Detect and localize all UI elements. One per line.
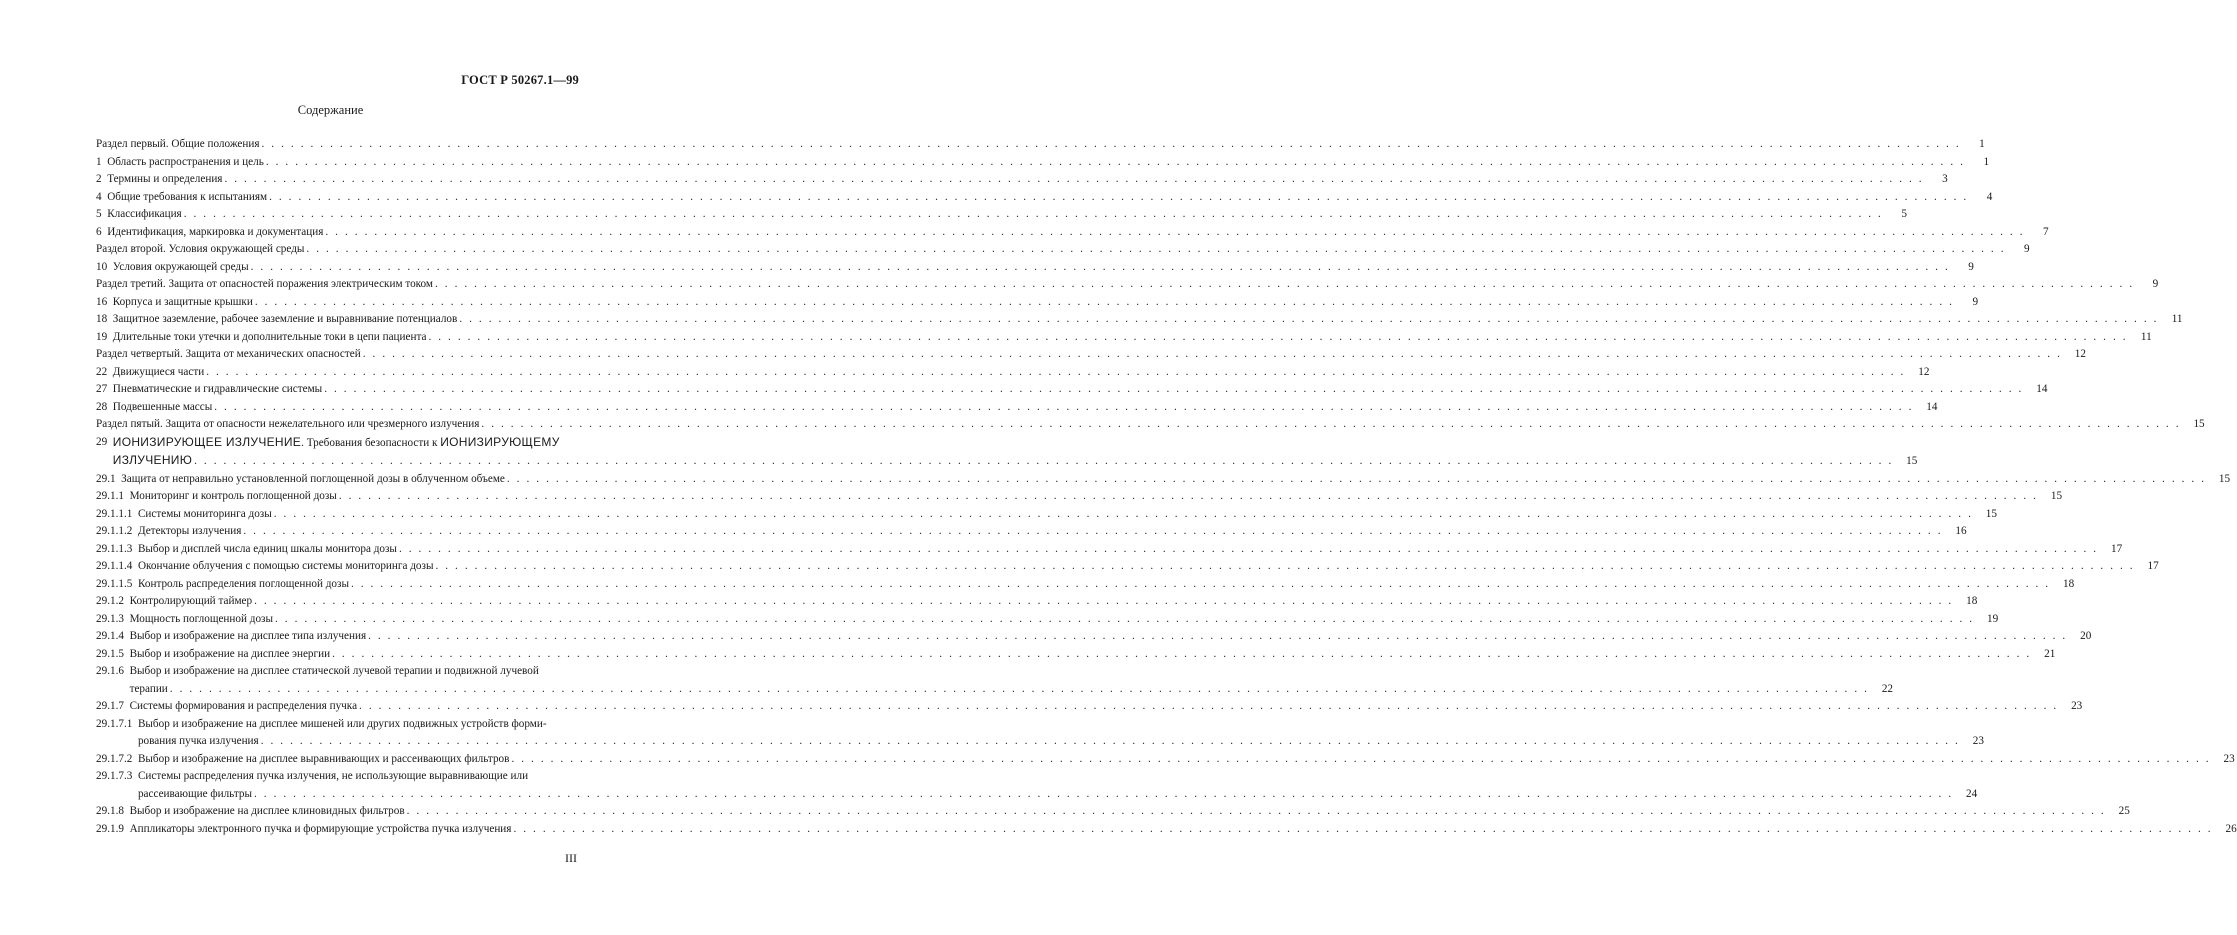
toc-entry-page: 15 <box>1906 455 1918 467</box>
toc-entry-line <box>96 241 2030 259</box>
toc-entry <box>96 558 2159 576</box>
toc-entry-page: 23 <box>2071 700 2083 712</box>
toc-entry-line <box>113 329 2152 347</box>
toc-entry-body <box>138 716 1984 751</box>
toc-entry-line <box>107 154 1989 172</box>
toc-entry-line <box>138 541 2122 559</box>
dot-leader <box>194 453 1893 471</box>
toc-entry <box>96 224 2049 242</box>
toc-entry-body <box>107 206 1907 224</box>
toc-entry-text: Раздел третий. Защита от опасностей поражения электрическим током <box>96 278 433 290</box>
toc-entry-text: Корпуса и защитные крышки <box>112 295 253 308</box>
toc-entry-body <box>130 663 1893 698</box>
toc-entry-body <box>130 488 2062 506</box>
toc-entry <box>96 663 1894 698</box>
toc-caps-term: ИЗЛУЧЕНИЮ <box>112 453 193 467</box>
toc-entry <box>96 364 1930 382</box>
toc-entry <box>96 506 1997 524</box>
toc-entry-text: рования пучка излучения <box>137 735 259 747</box>
toc-entry-page: 9 <box>1968 260 1974 273</box>
toc-entry-first-line: Системы распределения пучка излучения, не использующие выравнивающие или <box>137 770 529 782</box>
dot-leader <box>325 224 2024 242</box>
toc-entry-page: 17 <box>2110 542 2123 555</box>
toc-entry-first-line: Выбор и изображение на дисплее мишеней или других подвижных устройств форми- <box>137 717 547 730</box>
page-number: III <box>565 851 577 865</box>
toc-entry <box>96 346 2086 364</box>
toc-entry-text: Раздел пятый. Защита от опасности нежелательного или чрезмерного излучения <box>96 418 480 430</box>
toc-entry-line <box>130 628 2092 646</box>
toc-entry-number: 29.1.6 <box>96 665 124 677</box>
dot-leader <box>435 276 2134 294</box>
toc-entry-body <box>96 416 2205 434</box>
toc-entry-number: 29.1.7 <box>96 700 124 712</box>
toc-entry-page: 16 <box>1955 525 1967 537</box>
toc-entry-text: Выбор и изображение на дисплее энергии <box>129 647 331 660</box>
toc-entry-text: Раздел первый. Общие положения <box>96 138 260 150</box>
toc-entry-line <box>138 558 2159 576</box>
toc-entry-text: Классификация <box>107 208 182 220</box>
toc-entry-body <box>107 154 1989 172</box>
toc-entry-body <box>138 576 2074 594</box>
dot-leader <box>254 593 1953 611</box>
toc-entry-line <box>96 136 1985 154</box>
dot-leader <box>170 681 1869 699</box>
toc-entry-text: Выбор и изображение на дисплее клиновидных фильтров <box>129 805 405 817</box>
toc-entry-text: Движущиеся части <box>112 365 205 378</box>
dot-leader <box>306 241 2005 259</box>
dot-leader <box>266 154 1965 172</box>
toc-entry <box>96 154 1990 172</box>
toc-entry-line <box>113 311 2183 329</box>
dot-leader <box>511 751 2210 769</box>
toc-entry-body <box>96 276 2158 294</box>
toc-entry-line <box>130 698 2083 716</box>
toc-entry-text: Мониторинг и контроль поглощенной дозы <box>129 490 337 502</box>
toc-entry-line <box>96 416 2205 434</box>
toc-entry-page: 11 <box>2171 313 2183 325</box>
dot-leader <box>214 399 1913 417</box>
toc-entry-text: Выбор и дисплей числа единиц шкалы монитора дозы <box>137 542 397 555</box>
toc-entry <box>96 171 1948 189</box>
toc-entry <box>96 471 2231 489</box>
toc-entry-body <box>138 523 1967 541</box>
toc-entry-body <box>130 628 2092 646</box>
toc-entry-body <box>121 471 2230 489</box>
toc-entry-body <box>107 189 1992 207</box>
toc-entry-line <box>130 593 1978 611</box>
toc-entry-page: 23 <box>2223 752 2235 765</box>
toc-entry <box>96 576 2075 594</box>
toc-entry <box>96 381 2048 399</box>
toc-entry <box>96 136 1985 154</box>
toc-entry <box>96 329 2152 347</box>
toc-entry-page: 20 <box>2080 630 2092 642</box>
dot-leader <box>332 646 2031 664</box>
toc-entry-number: 29.1.1.5 <box>96 577 133 590</box>
toc-entry-page: 15 <box>2193 418 2205 430</box>
toc-entry-body <box>113 294 1978 312</box>
toc-entry <box>96 523 1967 541</box>
toc-entry-number: 29.1.9 <box>96 822 124 835</box>
toc-entry-body <box>107 224 2048 242</box>
toc-entry-line <box>138 733 1984 751</box>
toc-entry <box>96 488 2063 506</box>
page-title: Содержание <box>297 103 364 117</box>
toc-entry <box>96 416 2205 434</box>
toc-entry-number: 29.1 <box>96 472 116 485</box>
dot-leader <box>269 189 1968 207</box>
toc-entry <box>96 768 1978 803</box>
toc-entry-body <box>138 768 1977 803</box>
toc-entry <box>96 541 2123 559</box>
toc-entry-line <box>113 294 1978 312</box>
toc-entry <box>96 276 2159 294</box>
toc-entry-text: Область распространения и цель <box>107 155 264 168</box>
toc-entry-page: 4 <box>1986 190 1993 203</box>
dot-leader <box>224 171 1923 189</box>
toc-entry-line <box>138 576 2074 594</box>
dot-leader <box>351 576 2050 594</box>
toc-caps-term: ИОНИЗИРУЮЩЕМУ <box>440 434 560 449</box>
toc-entry-body <box>113 399 1938 417</box>
toc-entry-line <box>130 611 1999 629</box>
toc-entry-body <box>130 821 2237 839</box>
toc-entry-page: 7 <box>2043 225 2049 238</box>
toc-entry-text: Аппликаторы электронного пучка и формирующие устройства пучка излучения <box>129 822 512 835</box>
dot-leader <box>481 416 2180 434</box>
toc-entry-page: 9 <box>2024 243 2030 255</box>
dot-leader <box>399 541 2098 559</box>
toc-entry <box>96 698 2083 716</box>
toc-entry-page: 19 <box>1987 612 1999 625</box>
toc-entry-line <box>130 803 2130 821</box>
toc-entry-page: 15 <box>2050 490 2063 502</box>
toc-entry-text: Защита от неправильно установленной поглощенной дозы в облученном объеме <box>121 472 505 485</box>
toc-entry <box>96 189 1993 207</box>
toc-entry-text: Системы мониторинга дозы <box>137 507 272 520</box>
toc-entry-page: 14 <box>1926 400 1938 413</box>
toc-entry-line <box>107 224 2048 242</box>
toc-entry-line <box>113 259 1974 277</box>
toc-entry-number: 6 <box>96 225 102 238</box>
toc-entry-text: . Требования безопасности к <box>301 436 441 449</box>
toc-entry-line <box>130 681 1893 699</box>
toc-entry-text: Условия окружающей среды <box>112 260 249 273</box>
toc-entry-line <box>113 381 2048 399</box>
toc-entry-page: 26 <box>2225 822 2237 835</box>
toc-entry-number: 29.1.7.1 <box>96 717 133 730</box>
toc-entry <box>96 399 1938 417</box>
dot-leader <box>513 821 2212 839</box>
toc-entry-page: 9 <box>2152 278 2159 290</box>
dot-leader <box>275 611 1974 629</box>
toc-entry <box>96 716 1984 751</box>
toc-entry-text: Подвешенные массы <box>112 400 213 413</box>
toc-entry-number: 29.1.5 <box>96 647 124 660</box>
toc-entry-line <box>107 206 1907 224</box>
dot-leader <box>206 364 1905 382</box>
toc-entry-page: 5 <box>1901 208 1907 220</box>
toc-entry-body <box>96 136 1985 154</box>
dot-leader <box>507 471 2206 489</box>
toc-entry <box>96 294 1979 312</box>
dot-leader <box>184 206 1883 224</box>
dot-leader <box>459 311 2158 329</box>
toc-entry-line <box>130 488 2062 506</box>
toc-entry-first-line <box>113 434 1918 453</box>
toc-entry-body <box>113 434 1918 471</box>
dot-leader <box>428 329 2127 347</box>
toc-entry-number: 19 <box>96 330 108 343</box>
toc-entry <box>96 646 2056 664</box>
toc-entry-line <box>96 276 2158 294</box>
dot-leader <box>262 136 1961 154</box>
toc-entry-body <box>96 346 2086 364</box>
toc-entry-page: 1 <box>1983 155 1990 168</box>
toc-entry-line <box>138 751 2235 769</box>
toc-entry-text: Раздел четвертый. Защита от механических опасностей <box>96 348 361 360</box>
toc-entry-number: 29.1.1.3 <box>96 542 133 555</box>
toc-entry-page: 17 <box>2147 560 2159 572</box>
toc-entry-number: 29.1.7.3 <box>96 770 133 782</box>
toc-entry-page: 22 <box>1881 682 1894 695</box>
toc-entry-number: 29 <box>96 435 108 448</box>
toc-entry-body <box>113 329 2152 347</box>
toc-entry-body <box>113 381 2048 399</box>
toc-entry-body <box>130 803 2130 821</box>
toc-entry-page: 15 <box>2218 472 2231 485</box>
toc-entry-page: 14 <box>2036 383 2048 395</box>
toc-entry-text: Длительные токи утечки и дополнительные токи в цепи пациента <box>112 330 427 343</box>
toc-entry-page: 25 <box>2118 805 2130 817</box>
standard-designation: ГОСТ Р 50267.1—99 <box>461 73 579 87</box>
toc-entry-line <box>113 399 1938 417</box>
toc-entry-line <box>113 364 1930 382</box>
toc-entry-number: 1 <box>96 155 102 168</box>
toc-entry-number: 28 <box>96 400 108 413</box>
toc-entry <box>96 259 1974 277</box>
toc-entry <box>96 751 2235 769</box>
toc-entry-body <box>130 646 2056 664</box>
dot-leader <box>243 523 1942 541</box>
toc-entry-text: рассеивающие фильтры <box>137 787 252 800</box>
dot-leader <box>368 628 2067 646</box>
toc-entry-body <box>113 311 2183 329</box>
toc-entry-line <box>121 471 2230 489</box>
toc-entry-body <box>113 259 1974 277</box>
toc-entry-body <box>130 611 1999 629</box>
toc-entry-text: Детекторы излучения <box>137 525 242 537</box>
toc-entry <box>96 241 2030 259</box>
toc-entry-number: 29.1.2 <box>96 595 124 607</box>
toc-entry-number: 29.1.1.2 <box>96 525 133 537</box>
toc-entry <box>96 311 2183 329</box>
dot-leader <box>435 558 2134 576</box>
toc-entry-text: Раздел второй. Условия окружающей среды <box>96 243 305 255</box>
toc-entry-page: 23 <box>1972 735 1984 747</box>
toc-entry-text: Защитное заземление, рабочее заземление и выравнивание потенциалов <box>112 313 458 325</box>
toc-entry-number: 29.1.1.4 <box>96 560 133 572</box>
toc-entry-number: 29.1.8 <box>96 805 124 817</box>
toc-entry-page: 18 <box>1966 595 1978 607</box>
dot-leader <box>363 346 2062 364</box>
toc-entry <box>96 821 2237 839</box>
toc-caps-term: ИОНИЗИРУЮЩЕЕ ИЗЛУЧЕНИЕ <box>112 434 302 449</box>
toc-entry-line <box>138 506 1997 524</box>
toc-entry <box>96 611 1999 629</box>
toc-entry-text: Контроль распределения поглощенной дозы <box>137 577 349 590</box>
toc-entry-page: 12 <box>2074 348 2086 360</box>
toc-entry-number: 18 <box>96 313 108 325</box>
toc-entry-text: Мощность поглощенной дозы <box>129 612 273 625</box>
toc-entry-text: терапии <box>129 682 168 695</box>
toc-entry-text: Контролирующий таймер <box>129 595 253 607</box>
toc-entry-line <box>130 646 2056 664</box>
dot-leader <box>359 698 2058 716</box>
toc-entry-page: 3 <box>1942 173 1948 185</box>
toc-entry-line <box>107 171 1948 189</box>
toc-entry-number: 29.1.4 <box>96 630 124 642</box>
toc-entry-line <box>96 346 2086 364</box>
dot-leader <box>255 294 1954 312</box>
toc-entry <box>96 803 2130 821</box>
toc-entry-text: Пневматические и гидравлические системы <box>112 383 323 395</box>
toc-entry-page: 1 <box>1979 138 1985 150</box>
toc-entry-number: 29.1.7.2 <box>96 752 133 765</box>
toc-entry-number: 10 <box>96 260 108 273</box>
toc-entry-line <box>130 821 2237 839</box>
dot-leader <box>254 786 1953 804</box>
dot-leader <box>324 381 2023 399</box>
toc-entry-body <box>107 171 1948 189</box>
table-of-contents <box>96 136 2237 838</box>
toc-entry-page: 24 <box>1966 787 1978 800</box>
toc-entry <box>96 628 2092 646</box>
toc-entry-line <box>138 786 1977 804</box>
dot-leader <box>407 803 2106 821</box>
dot-leader <box>261 733 1960 751</box>
toc-entry-body <box>138 506 1997 524</box>
toc-entry-number: 29.1.1.1 <box>96 507 133 520</box>
toc-entry-number: 4 <box>96 190 102 203</box>
toc-entry-line <box>138 523 1967 541</box>
toc-entry-body <box>130 698 2083 716</box>
toc-entry <box>96 206 1907 224</box>
toc-entry-page: 18 <box>2063 577 2075 590</box>
toc-entry-number: 27 <box>96 383 108 395</box>
toc-entry-text: Выбор и изображение на дисплее выравнивающих и рассеивающих фильтров <box>137 752 510 765</box>
toc-entry-number: 2 <box>96 173 102 185</box>
toc-entry-number: 5 <box>96 208 102 220</box>
toc-entry-page: 15 <box>1985 507 1997 520</box>
toc-entry-text: Термины и определения <box>107 173 223 185</box>
toc-entry-text: Окончание облучения с помощью системы мониторинга дозы <box>137 560 434 572</box>
toc-entry <box>96 434 1918 471</box>
toc-entry-body <box>113 364 1930 382</box>
toc-entry-text: Общие требования к испытаниям <box>107 190 268 203</box>
toc-entry-number: 29.1.3 <box>96 612 124 625</box>
toc-entry-number: 16 <box>96 295 108 308</box>
toc-entry-text: Выбор и изображение на дисплее типа излучения <box>129 630 367 642</box>
toc-entry-first-line: Выбор и изображение на дисплее статической лучевой терапии и подвижной лучевой <box>129 665 539 677</box>
dot-leader <box>274 506 1973 524</box>
toc-entry-body <box>96 241 2030 259</box>
toc-entry-body <box>138 541 2122 559</box>
toc-entry-page: 12 <box>1918 365 1930 378</box>
dot-leader <box>251 259 1950 277</box>
toc-entry-text: Системы формирования и распределения пучка <box>129 700 358 712</box>
toc-entry-body <box>130 593 1978 611</box>
toc-entry-line <box>113 452 1918 471</box>
toc-entry-body <box>138 558 2159 576</box>
toc-entry-page: 11 <box>2140 330 2152 343</box>
toc-entry-line <box>107 189 1992 207</box>
toc-entry <box>96 593 1978 611</box>
toc-entry-number: 29.1.1 <box>96 490 124 502</box>
toc-entry-number: 22 <box>96 365 108 378</box>
dot-leader <box>339 488 2038 506</box>
toc-entry-page: 21 <box>2044 647 2056 660</box>
toc-entry-text: Идентификация, маркировка и документация <box>107 225 324 238</box>
toc-entry-page: 9 <box>1972 295 1979 308</box>
toc-entry-body <box>138 751 2235 769</box>
